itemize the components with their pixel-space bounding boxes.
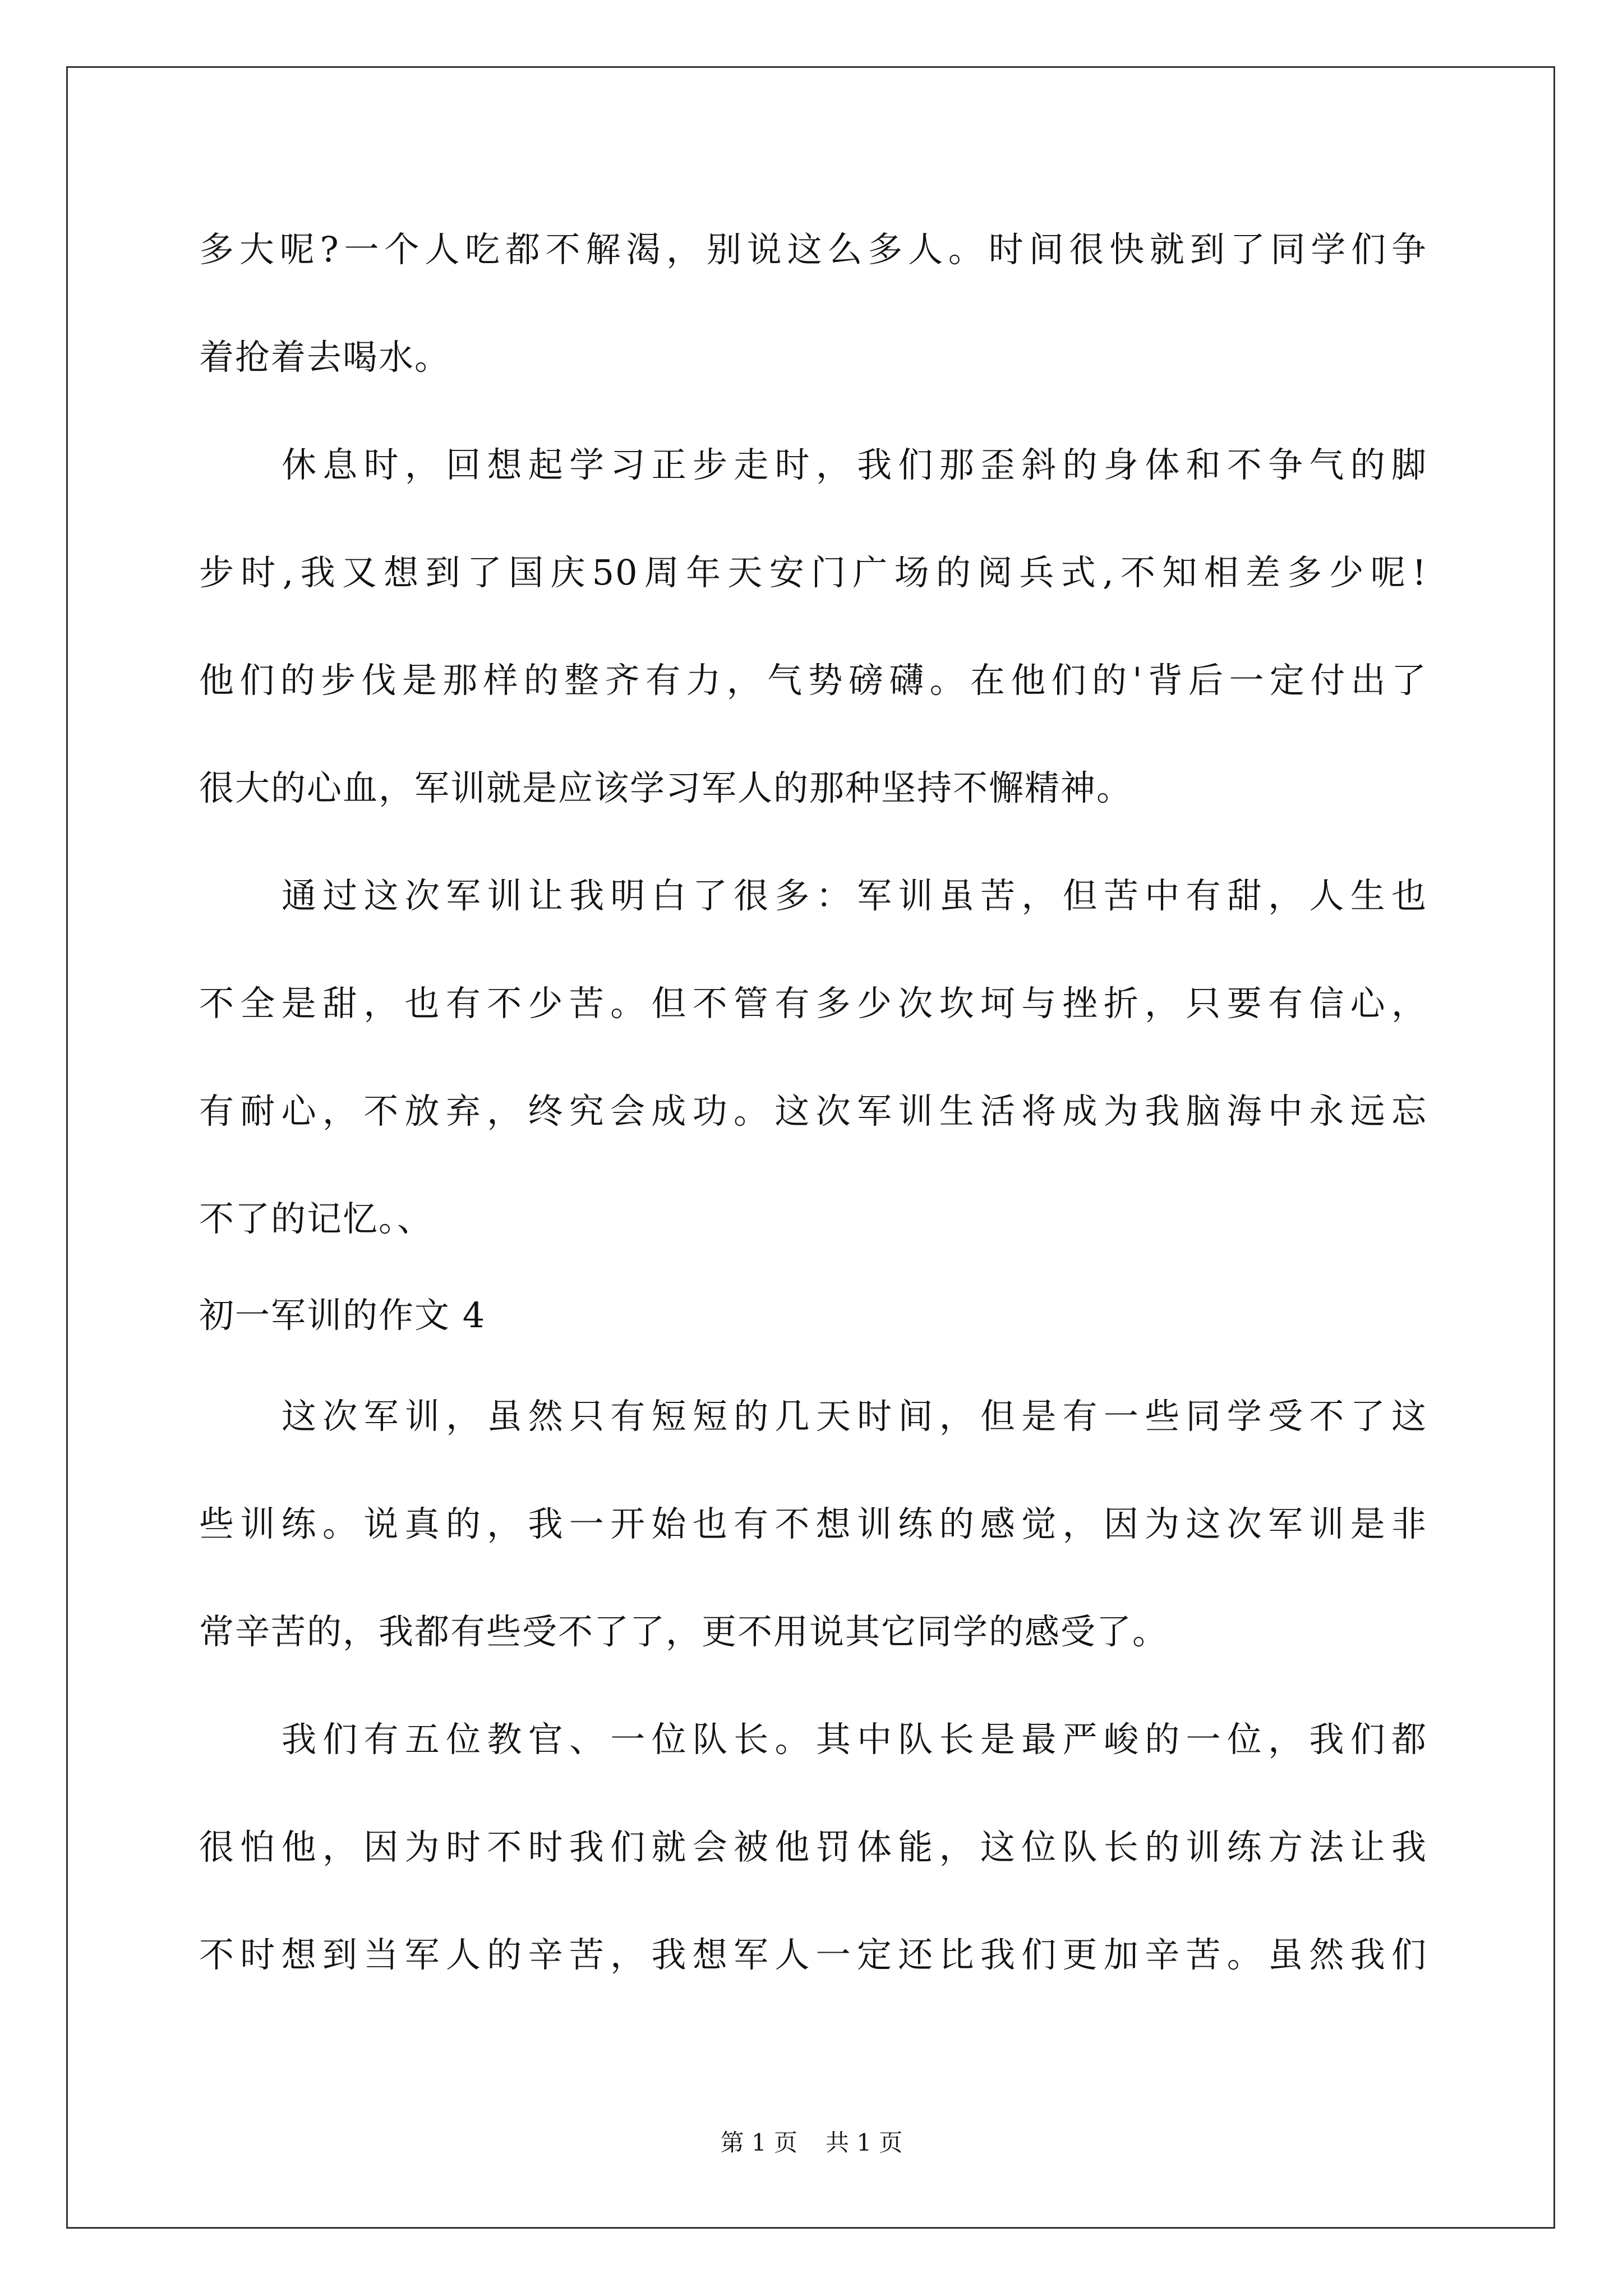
page-border xyxy=(66,66,1555,2229)
paragraph-2-line-2: 步时,我又想到了国庆50周年天安门广场的阅兵式,不知相差多少呢! xyxy=(199,552,1427,593)
paragraph-3-line-2: 不全是甜，也有不少苦。但不管有多少次坎坷与挫折，只要有信心， xyxy=(199,983,1427,1024)
paragraph-5-line-2: 很怕他，因为时不时我们就会被他罚体能，这位队长的训练方法让我 xyxy=(199,1826,1427,1867)
page-number: 第 1 页 xyxy=(720,2129,797,2156)
section-heading: 初一军训的作文 4 xyxy=(199,1295,486,1336)
page-total: 共 1 页 xyxy=(826,2129,903,2156)
paragraph-1-line-1: 多大呢?一个人吃都不解渴，别说这么多人。时间很快就到了同学们争 xyxy=(199,229,1427,270)
paragraph-4-line-3: 常辛苦的，我都有些受不了了，更不用说其它同学的感受了。 xyxy=(199,1611,1169,1652)
paragraph-3-line-4: 不了的记忆。、 xyxy=(199,1198,434,1239)
paragraph-2-line-1: 休息时，回想起学习正步走时，我们那歪斜的身体和不争气的脚 xyxy=(282,444,1427,485)
paragraph-2-line-3: 他们的步伐是那样的整齐有力，气势磅礴。在他们的'背后一定付出了 xyxy=(199,660,1427,701)
paragraph-3-line-3: 有耐心，不放弃，终究会成功。这次军训生活将成为我脑海中永远忘 xyxy=(199,1091,1427,1131)
paragraph-1-line-2: 着抢着去喝水。 xyxy=(199,337,451,378)
paragraph-4-line-2: 些训练。说真的，我一开始也有不想训练的感觉，因为这次军训是非 xyxy=(199,1503,1427,1544)
paragraph-4-line-1: 这次军训，虽然只有短短的几天时间，但是有一些同学受不了这 xyxy=(282,1396,1427,1437)
paragraph-2-line-4: 很大的心血，军训就是应该学习军人的那种坚持不懈精神。 xyxy=(199,767,1133,808)
page-footer xyxy=(0,2126,1623,2160)
paragraph-5-line-3: 不时想到当军人的辛苦，我想军人一定还比我们更加辛苦。虽然我们 xyxy=(199,1934,1427,1975)
paragraph-3-line-1: 通过这次军训让我明白了很多：军训虽苦，但苦中有甜，人生也 xyxy=(282,875,1427,916)
paragraph-5-line-1: 我们有五位教官、一位队长。其中队长是最严峻的一位，我们都 xyxy=(282,1719,1427,1760)
